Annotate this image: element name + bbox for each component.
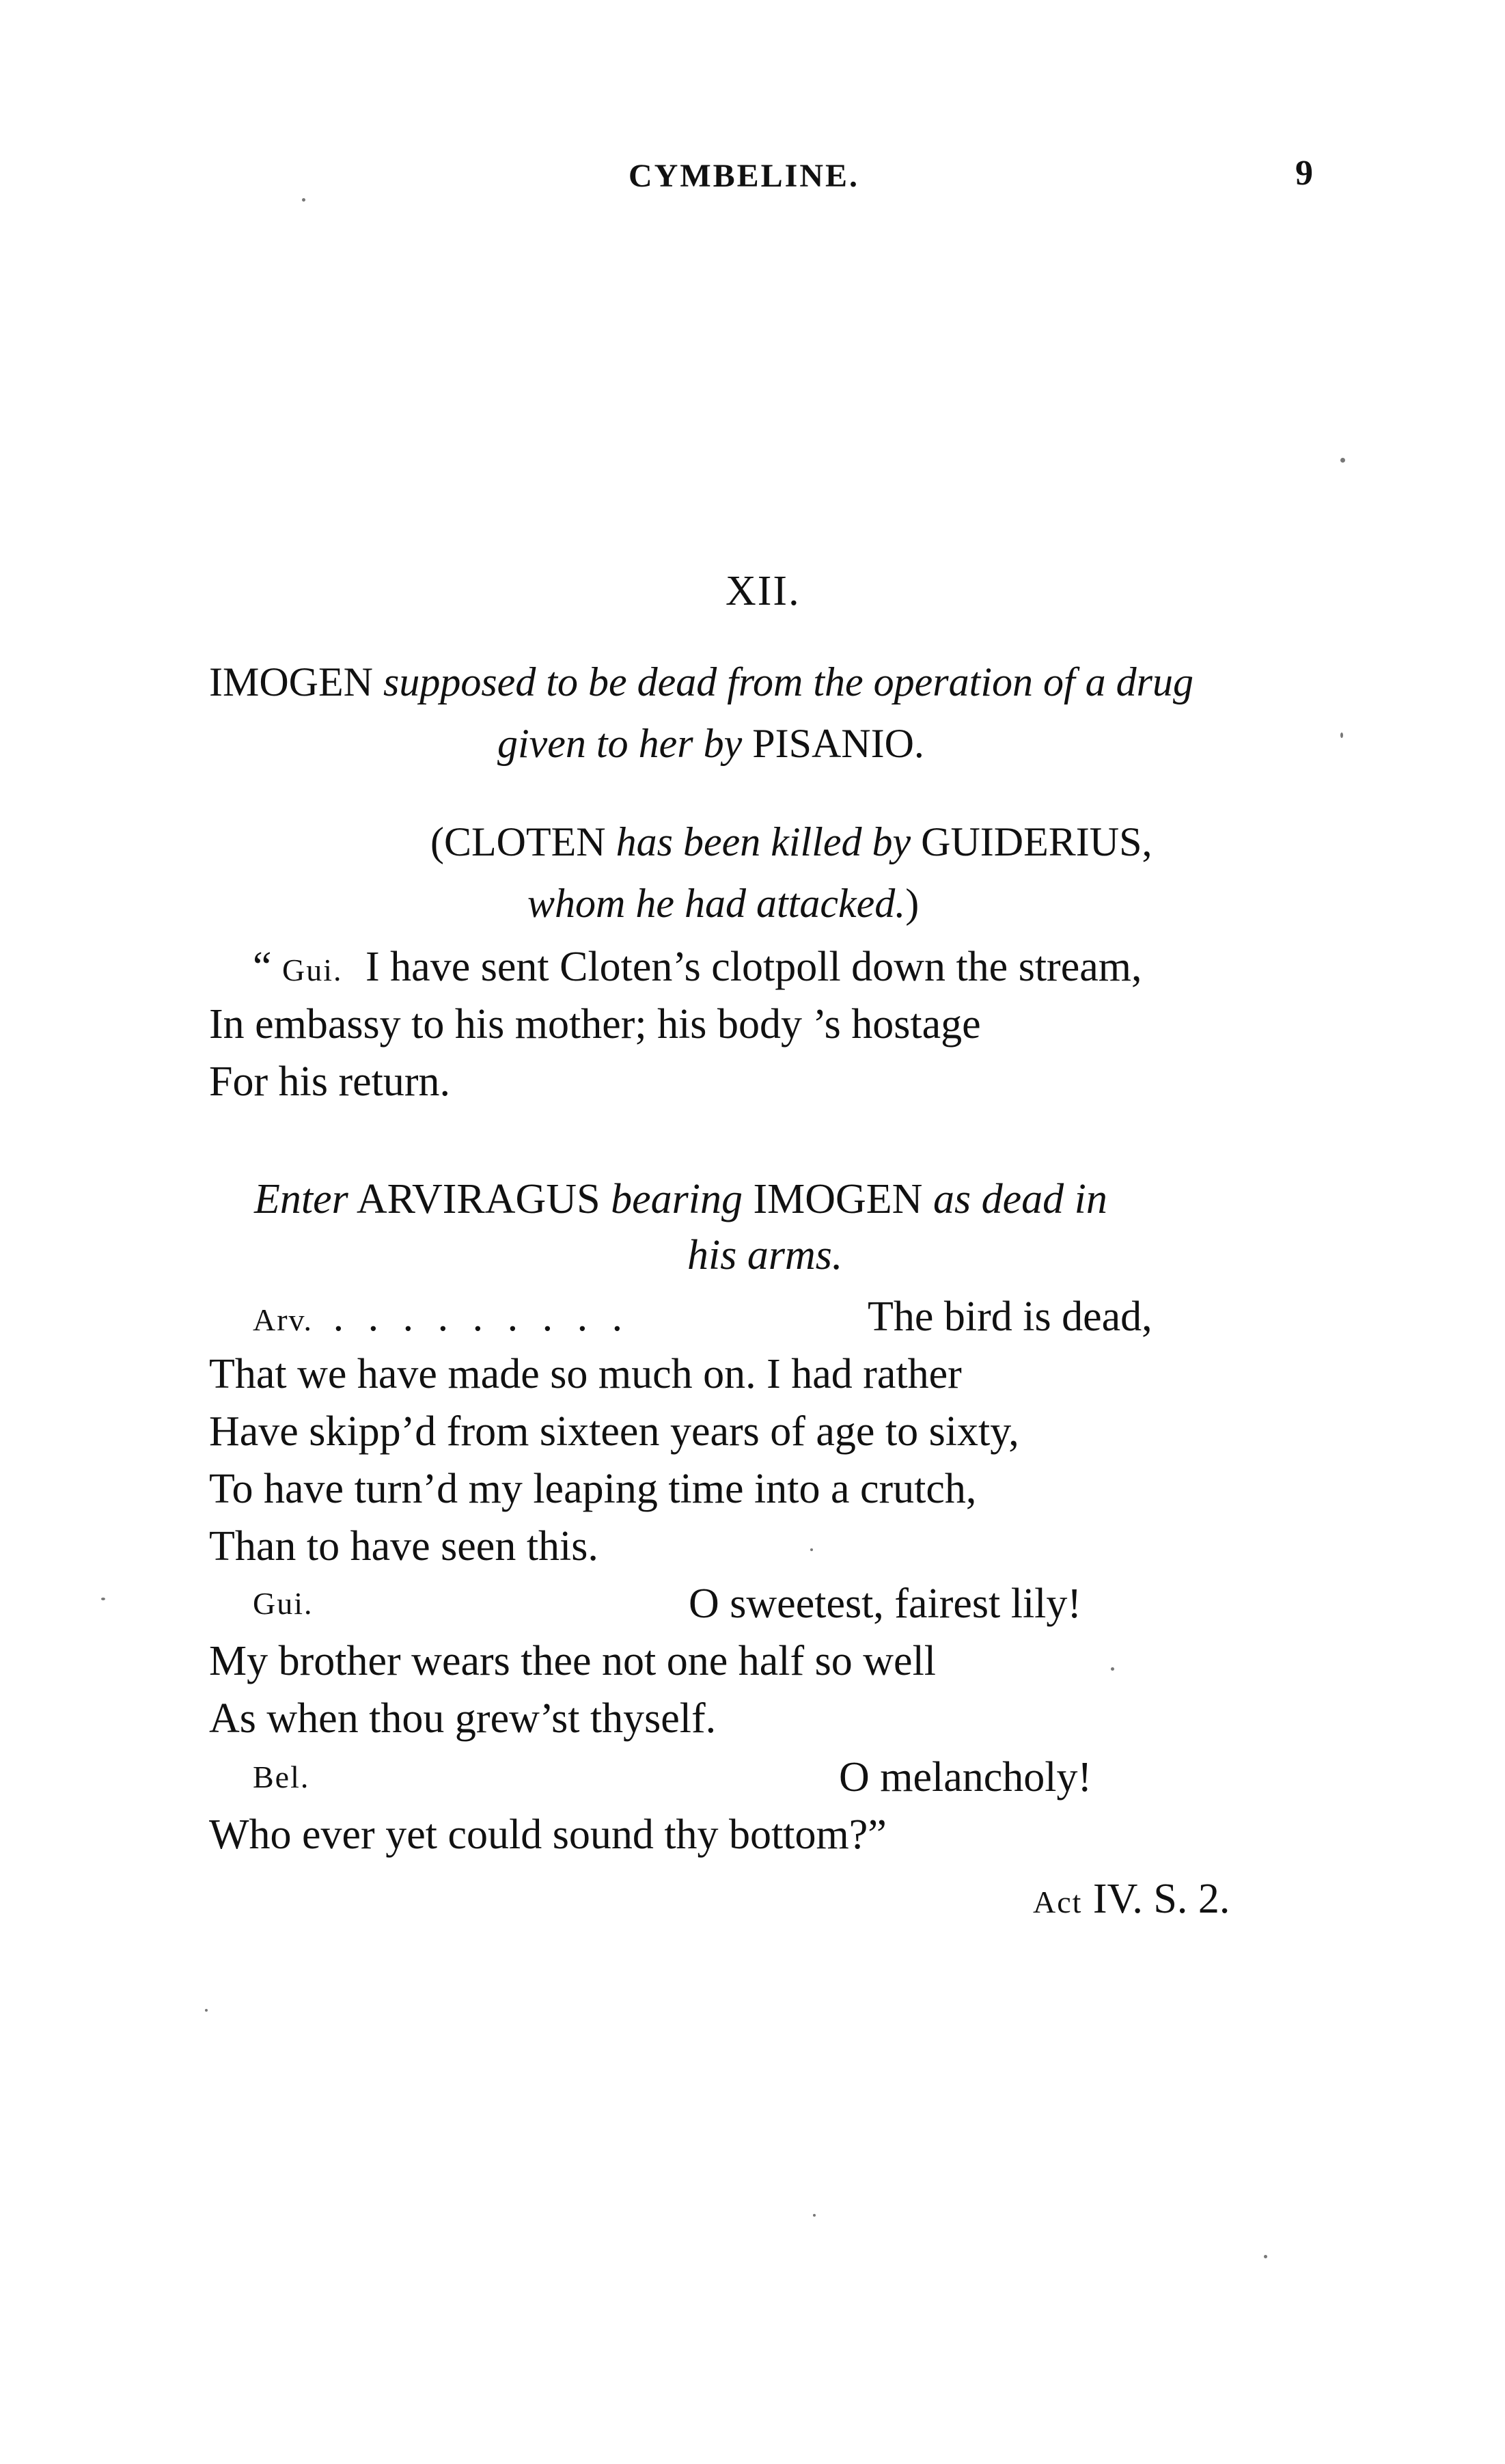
- print-speck: [101, 1598, 105, 1600]
- gui2-line-1: O sweetest, fairest lily!: [689, 1580, 1082, 1627]
- note-line-1: [430, 821, 1152, 862]
- stage-bearing: bearing: [611, 1176, 743, 1222]
- gui2-line-2: My brother wears thee not one half so well: [209, 1638, 937, 1684]
- speaker-arv: Arv.: [253, 1302, 314, 1337]
- gui-line-1: I have sent Cloten’s clotpoll down the stream,: [365, 944, 1142, 990]
- note-name-cloten: CLOTEN: [443, 819, 606, 864]
- page-number: 9: [1295, 154, 1313, 193]
- arv-line-3: Have skipp’d from sixteen years of age to sixty,: [209, 1408, 1019, 1455]
- arv-ellipsis: . . . . . . . . .: [333, 1293, 630, 1340]
- arv-line-1: The bird is dead,: [868, 1293, 1152, 1340]
- gui-speech-line-1: [253, 943, 1142, 991]
- caption-line-1: [209, 661, 1193, 702]
- note-text-1: has been killed by: [616, 819, 911, 864]
- print-speck: [1340, 733, 1343, 738]
- bel-line-1: O melancholy!: [839, 1754, 1092, 1801]
- arv-line-5: Than to have seen this.: [209, 1523, 598, 1570]
- print-speck: [1111, 1667, 1114, 1671]
- gui-line-2: In embassy to his mother; his body ’s hostage: [209, 1001, 981, 1048]
- print-speck: [1340, 458, 1345, 463]
- note-open-paren: (: [430, 819, 444, 864]
- caption-text-2: given to her by: [497, 721, 743, 766]
- speaker-gui: Gui.: [282, 953, 343, 987]
- print-speck: [813, 2214, 816, 2217]
- arv-line-4: To have turn’d my leaping time into a crutch,: [209, 1466, 977, 1512]
- caption-name-pisanio: PISANIO.: [752, 721, 924, 766]
- stage-enter: Enter: [254, 1176, 348, 1222]
- note-line-2: [527, 883, 919, 924]
- note-close-paren: ): [905, 881, 920, 926]
- arv-line-2: That we have made so much on. I had rather: [209, 1351, 962, 1397]
- caption-name-imogen: IMOGEN: [209, 659, 373, 704]
- citation-scene: IV. S. 2.: [1092, 1876, 1230, 1922]
- print-speck: [810, 1548, 813, 1551]
- running-title: CYMBELINE.: [629, 158, 860, 194]
- print-speck: [205, 2009, 208, 2012]
- print-speck: [1264, 2255, 1267, 2258]
- caption-line-2: [497, 723, 924, 764]
- speaker-bel: Bel.: [253, 1760, 310, 1794]
- stage-as-dead: as dead in: [933, 1176, 1107, 1222]
- gui2-line-3: As when thou grew’st thyself.: [209, 1695, 717, 1742]
- arv-speech-line-1: [253, 1293, 629, 1341]
- stage-name-arviragus: ARVIRAGUS: [356, 1176, 600, 1222]
- stage-direction-line-1: [254, 1175, 1107, 1224]
- act-scene-citation: [1033, 1875, 1230, 1924]
- stage-name-imogen: IMOGEN: [753, 1176, 923, 1222]
- note-text-2: whom he had attacked.: [527, 881, 906, 926]
- speaker-gui-2: Gui.: [253, 1586, 314, 1621]
- open-quote: “: [253, 944, 272, 990]
- section-number: XII.: [726, 568, 801, 614]
- citation-act: Act: [1033, 1885, 1083, 1919]
- stage-direction-line-2: his arms.: [687, 1232, 843, 1278]
- gui-line-3: For his return.: [209, 1058, 451, 1105]
- caption-text-1: supposed to be dead from the operation of a drug: [383, 659, 1194, 704]
- print-speck: [302, 198, 305, 202]
- bel-line-2: Who ever yet could sound thy bottom?”: [209, 1811, 887, 1858]
- note-name-guiderius: GUIDERIUS,: [921, 819, 1152, 864]
